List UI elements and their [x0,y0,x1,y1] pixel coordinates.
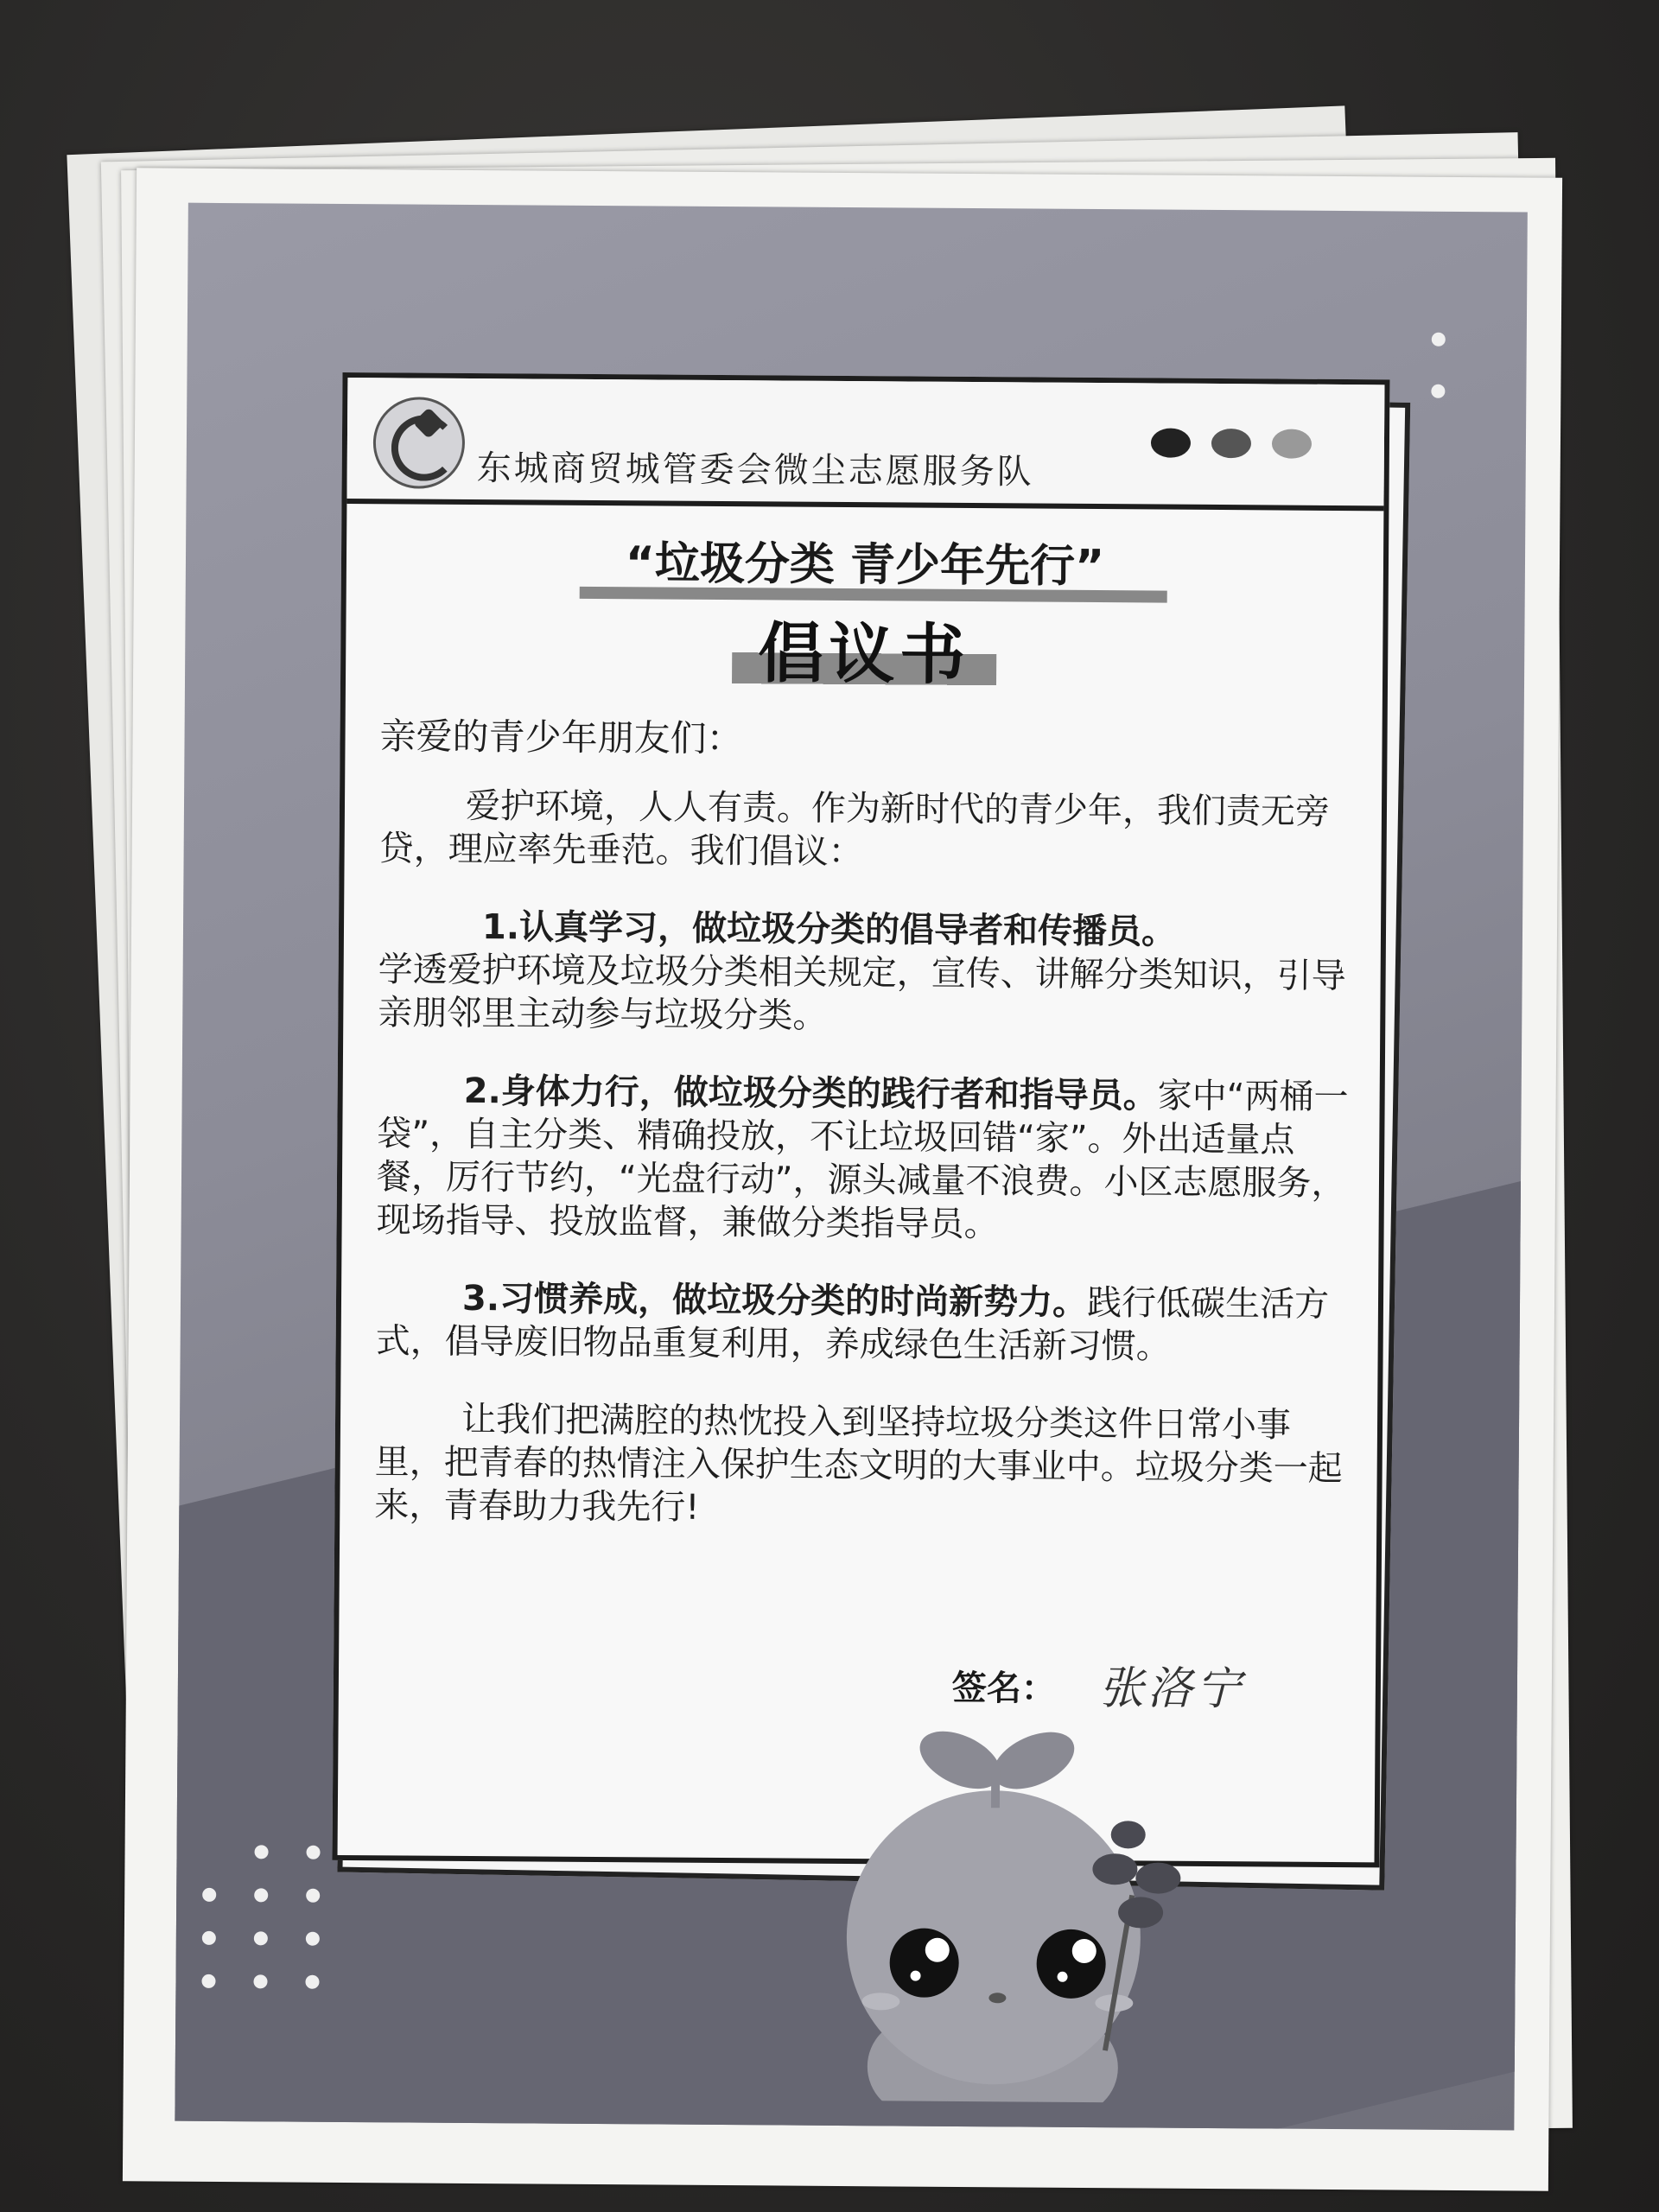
proposal-item [378,905,1355,1041]
item-body: 学透爱护环境及垃圾分类相关规定，宣传、讲解分类知识，引导亲朋邻里主动参与垃圾分类。 [378,950,1346,1036]
light-dot-icon [1272,429,1312,458]
signature-label: 签名： [951,1668,1057,1709]
proposal-panel [332,372,1389,1867]
intro-paragraph: 爱护环境，人人有责。作为新时代的青少年，我们责无旁贷，理应率先垂范。我们倡议： [378,785,1331,873]
organization-name: 东城商贸城管委会微尘志愿服务队 [476,448,1034,493]
closing-paragraph: 让我们把满腔的热忱投入到坚持垃圾分类这件日常小事里，把青春的热情注入保护生态文明的大事业中。垃圾分类一起来，青春助力我先行! [374,1399,1343,1528]
document-subtitle: 倡议书 [732,601,997,696]
item-heading: 2.身体力行，做垃圾分类的践行者和指导员。 [463,1071,1158,1116]
item-heading: 1.认真学习，做垃圾分类的倡导者和传播员。 [481,907,1177,952]
dark-dot-icon [1151,428,1191,457]
handwritten-signature: 张洛宁 [1098,1662,1245,1716]
proposal-item [376,1276,1353,1370]
printed-background [175,203,1527,2131]
flyer-page [123,168,1562,2190]
volunteer-logo-icon [373,397,466,489]
item-body: 家中“两桶一袋”，自主分类、精确投放，不让垃圾回错“家”。外出适量点餐，厉行节约，“光盘行动”，源头减量不浪费。小区志愿服务，现场指导、投放监督，兼做分类指导员。 [376,1076,1349,1245]
header-bar [346,378,1384,511]
mid-dot-icon [1211,429,1251,458]
proposal-body [374,715,1357,1568]
sprout-mascot-icon [785,1720,1203,2103]
item-heading: 3.习惯养成，做垃圾分类的时尚新势力。 [461,1278,1088,1323]
proposal-item [376,1069,1353,1249]
document-title: “垃圾分类 青少年先行” [625,537,1105,594]
greeting: 亲爱的青少年朋友们： [379,715,743,760]
item-body: 践行低碳生活方式，倡导废旧物品重复利用，养成绿色生活新习惯。 [375,1282,1330,1367]
